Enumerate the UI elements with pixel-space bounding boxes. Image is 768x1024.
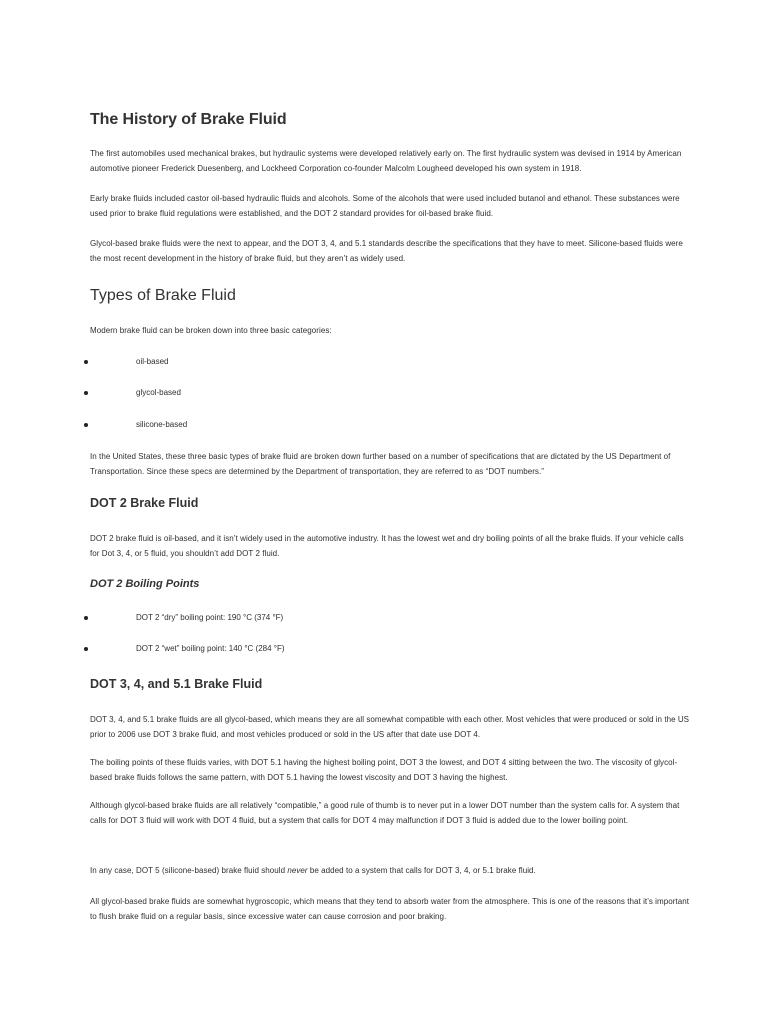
- bullet-icon: [84, 360, 88, 364]
- list-item: [90, 643, 690, 655]
- dot345-paragraph-5: All glycol-based brake fluids are somewhat hygroscopic, which means that they tend to absorb water from the atmosphere. This is one of the reasons that it’s important to flush brake fluid on a regular basis, since excessive water can cause corrosion and poor braking.: [90, 897, 689, 921]
- history-paragraph-3: Glycol-based brake fluids were the next to appear, and the DOT 3, 4, and 5.1 standards describe the specifications that they have to meet. Silicone-based fluids were the most recent development in the history of brake fluid, but they aren’t as widely used.: [90, 239, 683, 263]
- dot345-paragraph-2: The boiling points of these fluids varies, with DOT 5.1 having the highest boiling point, DOT 3 the lowest, and DOT 4 sitting between the two. The viscosity of glycol-based brake fluids follows the same pattern, with DOT 5.1 having the lowest viscosity and DOT 3 having the highest.: [90, 758, 678, 782]
- history-heading: The History of Brake Fluid: [90, 111, 287, 128]
- list-item-text: DOT 2 “wet” boiling point: 140 °C (284 °F): [136, 644, 285, 653]
- dot2-boiling-heading: DOT 2 Boiling Points: [90, 578, 200, 590]
- history-paragraph-2: Early brake fluids included castor oil-based hydraulic fluids and alcohols. Some of the alcohols that were used included butanol and ethanol. These substances were used prior to brake fluid regulations were established, and the DOT 2 standard provides for oil-based brake fluid.: [90, 194, 680, 218]
- dot2-paragraph: DOT 2 brake fluid is oil-based, and it isn’t widely used in the automotive industry. It has the lowest wet and dry boiling points of all the brake fluids. If your vehicle calls for Dot 3, 4, or 5 fluid, you shouldn’t add DOT 2 fluid.: [90, 534, 684, 558]
- paragraph-text: In any case, DOT 5 (silicone-based) brake fluid should: [90, 866, 288, 875]
- types-intro: Modern brake fluid can be broken down into three basic categories:: [90, 326, 332, 335]
- list-item: [90, 356, 690, 368]
- types-heading: Types of Brake Fluid: [90, 287, 236, 304]
- types-explanation: In the United States, these three basic types of brake fluid are broken down further based on a number of specifications that are dictated by the US Department of Transportation. Since these specs are determined by the Department of transportation, they are referred to as “DOT numbers.”: [90, 452, 671, 476]
- list-item: [90, 387, 690, 399]
- list-item-text: oil-based: [136, 357, 169, 366]
- dot345-paragraph-3: Although glycol-based brake fluids are all relatively “compatible,” a good rule of thumb is to never put in a lower DOT number than the system calls for. A system that calls for DOT 3 fluid will work with DOT 4 fluid, but a system that calls for DOT 4 may malfunction if DOT 3 fluid is added due to the lower boiling point.: [90, 801, 680, 825]
- bullet-icon: [84, 647, 88, 651]
- dot345-paragraph-1: DOT 3, 4, and 5.1 brake fluids are all glycol-based, which means they are all somewhat compatible with each other. Most vehicles that were produced or sold in the US prior to 2006 use DOT 3 brake fluid, and most vehicles produced or sold in the US after that date use DOT 4.: [90, 715, 690, 739]
- bullet-icon: [84, 616, 88, 620]
- dot345-heading: DOT 3, 4, and 5.1 Brake Fluid: [90, 677, 263, 691]
- dot345-paragraph-4: [90, 863, 690, 878]
- list-item-text: glycol-based: [136, 388, 181, 397]
- dot2-heading: DOT 2 Brake Fluid: [90, 496, 199, 510]
- history-paragraph-1: The first automobiles used mechanical brakes, but hydraulic systems were developed relatively early on. The first hydraulic system was devised in 1914 by American automotive pioneer Frederick Duesenberg, and Lockheed Corporation co-founder Malcolm Lougheed developed his own system in 1918.: [90, 149, 682, 173]
- list-item: [90, 419, 690, 431]
- bullet-icon: [84, 391, 88, 395]
- bullet-icon: [84, 423, 88, 427]
- paragraph-text: be added to a system that calls for DOT 3, 4, or 5.1 brake fluid.: [307, 866, 536, 875]
- list-item-text: DOT 2 “dry” boiling point: 190 °C (374 °F): [136, 613, 284, 622]
- list-item-text: silicone-based: [136, 420, 188, 429]
- list-item: [90, 612, 690, 624]
- emphasis-text: never: [287, 866, 308, 875]
